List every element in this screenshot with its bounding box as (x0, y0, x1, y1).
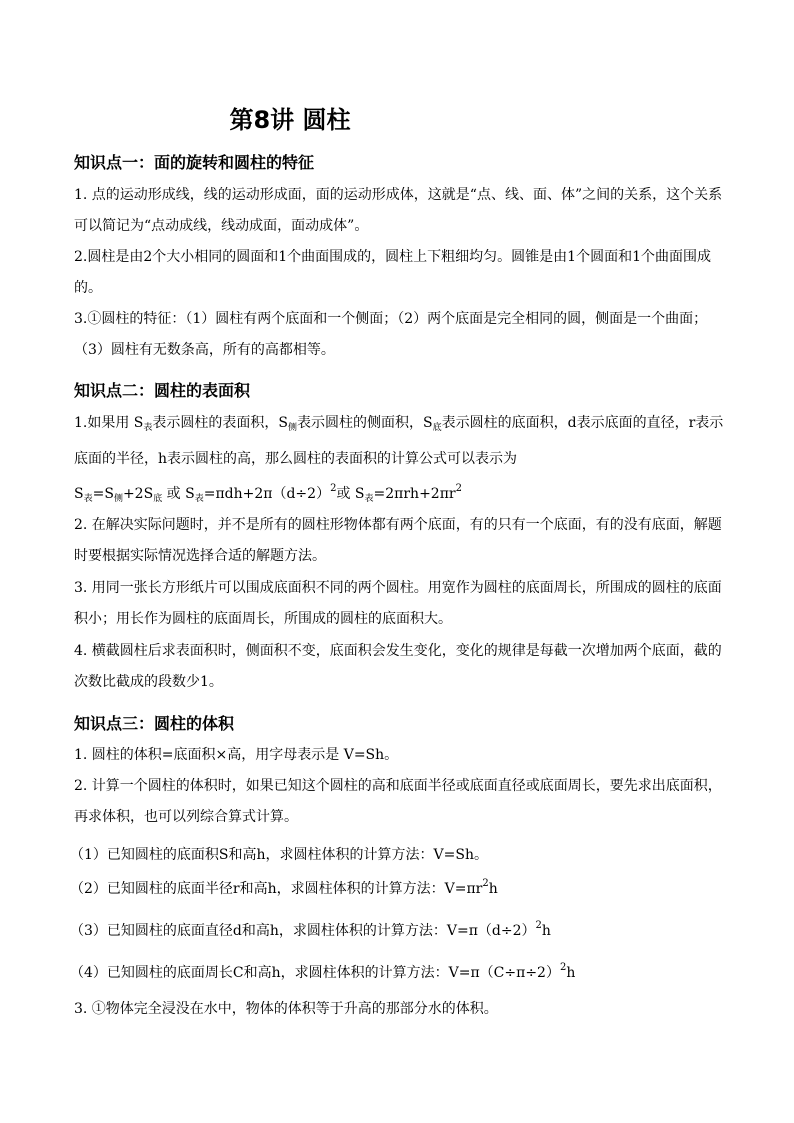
text-run: 或 S (162, 486, 195, 502)
text-run: +2S (122, 486, 154, 502)
superscript: 2 (535, 920, 542, 931)
subscript: 表 (364, 494, 374, 504)
text-run: =S (92, 486, 114, 502)
subscript: 侧 (113, 494, 123, 504)
superscript: 2 (330, 483, 337, 494)
paragraph (74, 408, 724, 475)
text-run: （2）已知圆柱的底面半径r和高h，求圆柱体积的计算方法：V=πr (70, 881, 483, 897)
subscript: 表 (194, 494, 204, 504)
section-heading-1: 知识点一：面的旋转和圆柱的特征 (74, 153, 315, 172)
text-run: 或 S (336, 486, 365, 502)
text-run: h (488, 881, 498, 897)
text-run: （4）已知圆柱的底面周长C和高h，求圆柱体积的计算方法：V=π（C÷π÷2） (70, 965, 560, 981)
subscript: 侧 (288, 423, 298, 433)
text-run: 表示圆柱的底面积，d表示底面的直径，r表示底面的半径，h表示圆柱的高，那么圆柱的表面积的计算公式可以表示为 (74, 415, 724, 467)
text-run: =2πrh+2πr (373, 486, 456, 502)
method-line (70, 962, 575, 982)
paragraph: 2. 在解决实际问题时，并不是所有的圆柱形物体都有两个底面，有的只有一个底面，有的没有底面，解题时要根据实际情况选择合适的解题方法。 (74, 517, 722, 564)
subscript: 表 (143, 423, 153, 433)
paragraph: 1. 圆柱的体积=底面积×高，用字母表示是 V=Sh。 (74, 747, 399, 763)
text-run: 表示圆柱的侧面积，S (297, 415, 433, 431)
method-line: （1）已知圆柱的底面积S和高h，求圆柱体积的计算方法：V=Sh。 (70, 847, 488, 863)
paragraph: 3.①圆柱的特征：（1）圆柱有两个底面和一个侧面；（2）两个底面是完全相同的圆，侧面是一个曲面；（3）圆柱有无数条高，所有的高都相等。 (74, 311, 708, 358)
paragraph: 3. ①物体完全浸没在水中，物体的体积等于升高的那部分水的体积。 (74, 1001, 498, 1017)
superscript: 2 (559, 962, 567, 973)
text-run: 表示圆柱的表面积，S (152, 415, 289, 431)
method-line (70, 878, 498, 898)
formula-line (74, 483, 462, 504)
text-run: h (566, 965, 576, 981)
paragraph: 4. 横截圆柱后求表面积时，侧面积不变，底面积会发生变化，变化的规律是每截一次增加两个底面，截的次数比截成的段数少1。 (74, 643, 722, 690)
subscript: 底 (432, 423, 442, 433)
paragraph: 3. 用同一张长方形纸片可以围成底面积不同的两个圆柱。用宽作为圆柱的底面周长，所围成的圆柱的底面积小；用长作为圆柱的底面周长，所围成的圆柱的底面积大。 (74, 580, 722, 627)
paragraph: 2. 计算一个圆柱的体积时，如果已知这个圆柱的高和底面半径或底面直径或底面周长，要先求出底面积，再求体积，也可以列综合算式计算。 (74, 778, 722, 825)
page-title: 第8讲 圆柱 (229, 106, 351, 134)
text-run: =πdh+2π（d÷2） (203, 486, 331, 502)
section-heading-2: 知识点二：圆柱的表面积 (74, 381, 251, 400)
paragraph: 2.圆柱是由2个大小相同的圆面和1个曲面围成的，圆柱上下粗细均匀。圆锥是由1个圆面和1个曲面围成的。 (74, 249, 711, 296)
paragraph: 1. 点的运动形成线，线的运动形成面，面的运动形成体，这就是“点、线、面、体”之间的关系，这个关系可以简记为“点动成线，线动成面，面动成体”。 (74, 187, 723, 234)
text-run: S (74, 486, 84, 502)
method-line (70, 920, 551, 940)
subscript: 底 (153, 494, 163, 504)
subscript: 表 (83, 494, 93, 504)
text-run: h (541, 923, 551, 939)
superscript: 2 (482, 878, 489, 889)
text-run: 1.如果用 S (74, 415, 144, 431)
text-run: （3）已知圆柱的底面直径d和高h，求圆柱体积的计算方法：V=π（d÷2） (70, 923, 536, 939)
section-heading-3: 知识点三：圆柱的体积 (74, 714, 235, 733)
superscript: 2 (455, 483, 462, 494)
